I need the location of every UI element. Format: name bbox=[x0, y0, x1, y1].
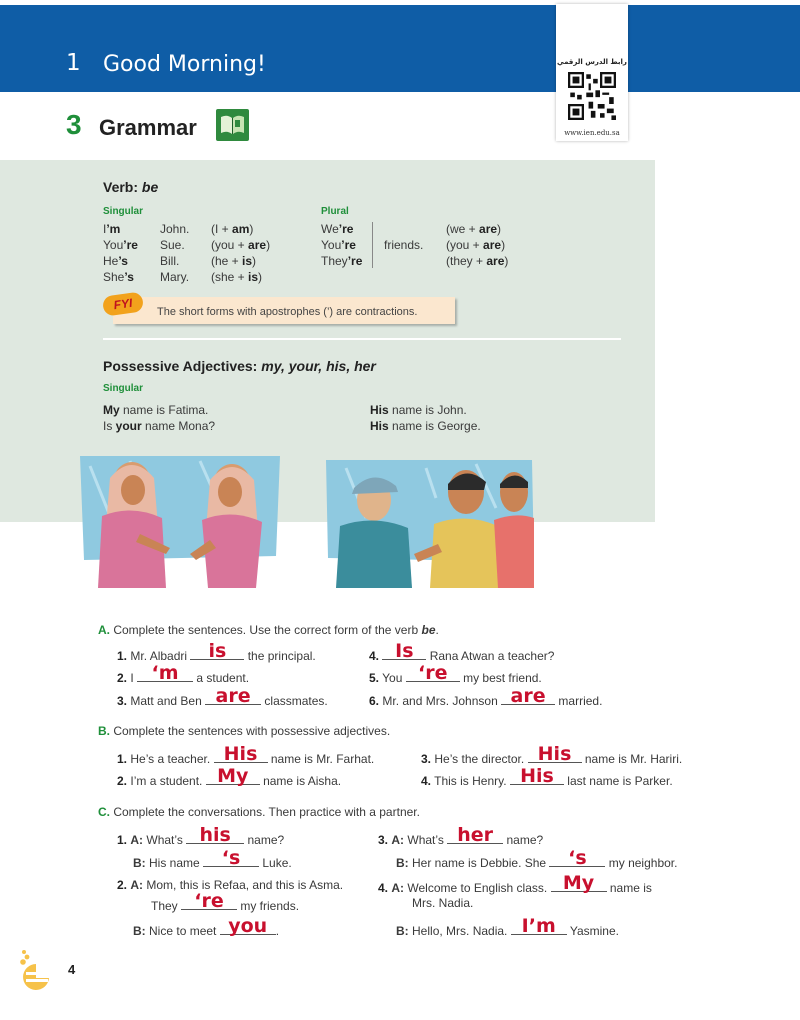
unit-header-bar bbox=[0, 5, 800, 92]
answer-text: I’m bbox=[521, 915, 556, 937]
possessive-heading: Possessive Adjectives: my, your, his, her bbox=[103, 358, 376, 374]
conversation-line: Mrs. Nadia. bbox=[412, 896, 474, 910]
section-number: 3 bbox=[66, 109, 82, 140]
answer-text: her bbox=[457, 824, 494, 846]
exercise-a-item: 4. Is Rana Atwan a teacher? bbox=[369, 640, 555, 663]
answer-text: is bbox=[208, 640, 227, 662]
singular-name: John. bbox=[160, 222, 190, 236]
possessive-example: His name is John. bbox=[370, 403, 467, 417]
conversation-line: 4. A: Welcome to English class. My name is bbox=[378, 872, 652, 895]
exercise-a-item: 3. Matt and Ben are classmates. bbox=[117, 685, 328, 708]
singular-name: Mary. bbox=[160, 270, 190, 284]
plural-divider bbox=[372, 222, 373, 268]
singular-note: (he + is) bbox=[211, 254, 257, 268]
plural-subject: They’re bbox=[321, 254, 363, 268]
conversation-line: B: His name ‘s Luke. bbox=[133, 847, 292, 870]
qr-caption: رابط الدرس الرقمي bbox=[557, 58, 627, 66]
two-women-illustration bbox=[80, 456, 280, 588]
answer-blank[interactable] bbox=[528, 743, 582, 765]
unit-number: 1 bbox=[66, 50, 81, 76]
conversation-line: B: Her name is Debbie. She ‘s my neighbor. bbox=[396, 847, 678, 870]
conversation-line: They ‘re my friends. bbox=[151, 890, 300, 913]
answer-text: ‘re bbox=[417, 662, 448, 684]
conversation-line: B: Hello, Mrs. Nadia. I’m Yasmine. bbox=[396, 915, 619, 938]
answer-blank[interactable] bbox=[186, 824, 244, 846]
answer-text: ‘s bbox=[221, 847, 241, 869]
unit-title: Good Morning! bbox=[103, 52, 266, 77]
qr-card[interactable] bbox=[556, 4, 628, 141]
singular-note: (she + is) bbox=[211, 270, 263, 284]
answer-blank[interactable] bbox=[382, 640, 426, 662]
publisher-logo bbox=[18, 948, 54, 992]
answer-blank[interactable] bbox=[190, 640, 244, 662]
answer-blank[interactable] bbox=[205, 685, 261, 707]
answer-text: ‘m bbox=[151, 662, 179, 684]
three-men-illustration bbox=[326, 458, 536, 588]
plural-note: (we + are) bbox=[446, 222, 502, 236]
plural-note: (you + are) bbox=[446, 238, 506, 252]
answer-text: His bbox=[537, 743, 572, 765]
answer-text: are bbox=[510, 685, 546, 707]
exercise-b-instruction: B. Complete the sentences with possessive adjectives. bbox=[98, 724, 391, 738]
exercise-a-item: 5. You ‘re my best friend. bbox=[369, 662, 542, 685]
singular-subject: She’s bbox=[103, 270, 134, 284]
section-divider bbox=[103, 338, 621, 340]
fyi-note bbox=[103, 294, 455, 324]
plural-subject: You’re bbox=[321, 238, 356, 252]
exercise-b-item: 3. He’s the director. His name is Mr. Hariri. bbox=[421, 743, 683, 766]
answer-text: His bbox=[223, 743, 258, 765]
singular-note: (I + am) bbox=[211, 222, 254, 236]
answer-text: ‘s bbox=[568, 847, 587, 869]
answer-blank[interactable] bbox=[549, 847, 605, 869]
exercise-a-item: 1. Mr. Albadri is the principal. bbox=[117, 640, 316, 663]
answer-blank[interactable] bbox=[220, 915, 276, 937]
answer-text: are bbox=[215, 685, 251, 707]
book-icon bbox=[216, 109, 249, 141]
singular-name: Sue. bbox=[160, 238, 185, 252]
fyi-badge: FYI bbox=[102, 291, 144, 316]
singular-subject: I’m bbox=[103, 222, 121, 236]
answer-blank[interactable] bbox=[447, 824, 503, 846]
answer-blank[interactable] bbox=[551, 872, 607, 894]
answer-text: His bbox=[520, 765, 554, 787]
answer-text: Is bbox=[395, 640, 414, 662]
answer-text: My bbox=[217, 765, 249, 787]
exercise-a-item: 6. Mr. and Mrs. Johnson are married. bbox=[369, 685, 603, 708]
plural-label: Plural bbox=[321, 206, 349, 217]
plural-note: (they + are) bbox=[446, 254, 509, 268]
conversation-line: 2. A: Mom, this is Refaa, and this is Asma. bbox=[117, 878, 344, 892]
answer-blank[interactable] bbox=[501, 685, 555, 707]
qr-url: www.ien.edu.sa bbox=[564, 129, 620, 137]
singular-subject: You’re bbox=[103, 238, 138, 252]
exercise-b-item: 2. I’m a student. My name is Aisha. bbox=[117, 765, 342, 788]
possessive-singular-label: Singular bbox=[103, 383, 144, 394]
answer-text: you bbox=[228, 915, 268, 937]
exercise-b-item: 1. He’s a teacher. His name is Mr. Farhat. bbox=[117, 743, 375, 766]
plural-subject: We’re bbox=[321, 222, 354, 236]
singular-label: Singular bbox=[103, 206, 144, 217]
conversation-line: 3. A: What’s her name? bbox=[378, 824, 544, 847]
verb-heading: Verb: be bbox=[103, 179, 159, 195]
singular-subject: He’s bbox=[103, 254, 128, 268]
singular-name: Bill. bbox=[160, 254, 180, 268]
answer-blank[interactable] bbox=[511, 915, 567, 937]
answer-blank[interactable] bbox=[137, 662, 193, 684]
fyi-bar bbox=[113, 297, 455, 324]
answer-blank[interactable] bbox=[181, 890, 237, 912]
exercise-a-item: 2. I ‘m a student. bbox=[117, 662, 250, 685]
answer-blank[interactable] bbox=[203, 847, 259, 869]
possessive-example: My name is Fatima. bbox=[103, 403, 209, 417]
qr-code-icon bbox=[568, 72, 616, 120]
page-number: 4 bbox=[68, 962, 76, 977]
answer-text: My bbox=[562, 872, 595, 894]
possessive-example: His name is George. bbox=[370, 419, 481, 433]
plural-friends: friends. bbox=[384, 238, 424, 252]
answer-blank[interactable] bbox=[214, 743, 268, 765]
answer-blank[interactable] bbox=[510, 765, 564, 787]
conversation-line: 1. A: What’s his name? bbox=[117, 824, 285, 847]
possessive-example: Is your name Mona? bbox=[103, 419, 216, 433]
exercise-a-instruction: A. Complete the sentences. Use the correct form of the verb be. bbox=[98, 623, 439, 637]
exercise-c-instruction: C. Complete the conversations. Then practice with a partner. bbox=[98, 805, 420, 819]
answer-blank[interactable] bbox=[406, 662, 460, 684]
answer-text: his bbox=[199, 824, 231, 846]
exercise-b-item: 4. This is Henry. His last name is Parker. bbox=[421, 765, 673, 788]
singular-note: (you + are) bbox=[211, 238, 271, 252]
answer-blank[interactable] bbox=[206, 765, 260, 787]
conversation-line: B: Nice to meet you . bbox=[133, 915, 280, 938]
answer-text: ‘re bbox=[194, 890, 224, 912]
fyi-text: The short forms with apostrophes (’) are contractions. bbox=[157, 306, 418, 318]
section-title: Grammar bbox=[99, 115, 197, 140]
